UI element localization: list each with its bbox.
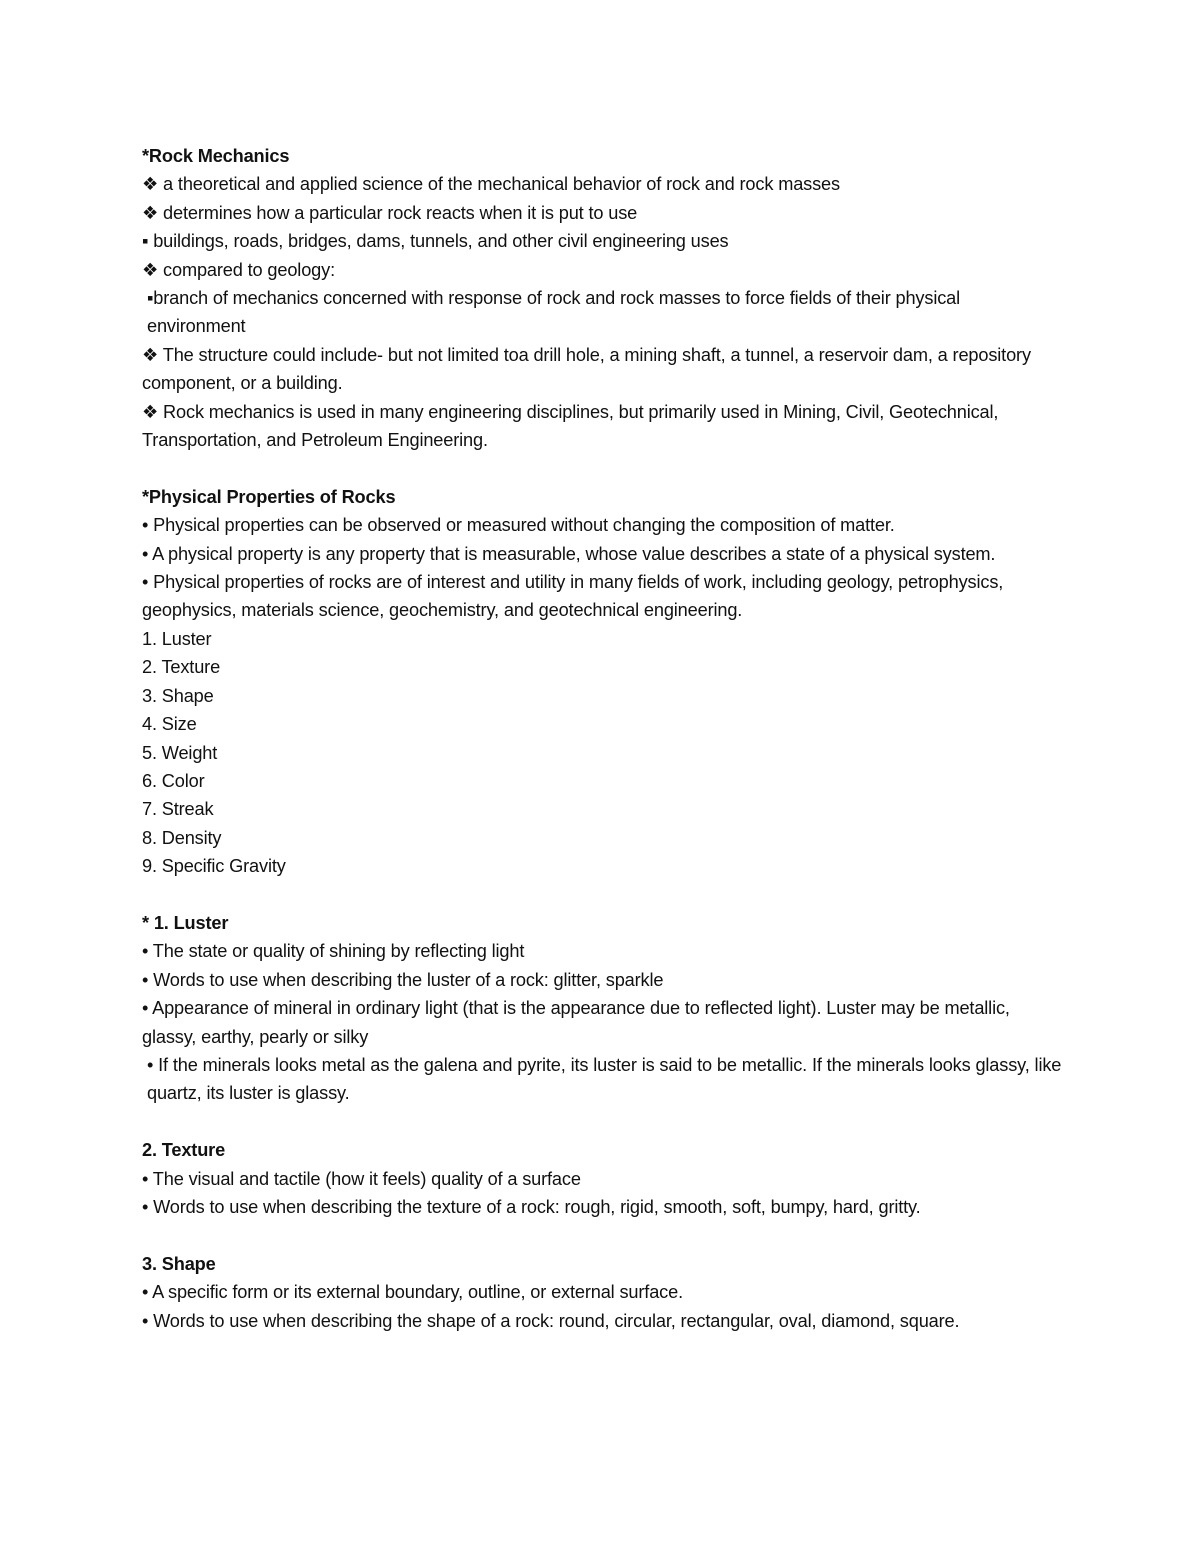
spacer xyxy=(142,881,1062,909)
bullet-item: • Words to use when describing the texture of a rock: rough, rigid, smooth, soft, bumpy, hard, gritty. xyxy=(142,1196,921,1217)
bullet-item: • Words to use when describing the luster of a rock: glitter, sparkle xyxy=(142,969,664,990)
bullet-item: ❖ compared to geology: xyxy=(142,259,335,280)
section-rock-mechanics xyxy=(142,142,1062,454)
bullet-item: ▪ buildings, roads, bridges, dams, tunnels, and other civil engineering uses xyxy=(142,231,729,252)
section-heading: *Rock Mechanics xyxy=(142,146,290,166)
numbered-item: 9. Specific Gravity xyxy=(142,856,286,877)
numbered-item: 3. Shape xyxy=(142,685,214,706)
bullet-item: • Appearance of mineral in ordinary light (that is the appearance due to reflected light). Luster may be metallic, glassy, earthy, pearly or silky xyxy=(142,998,1010,1047)
section-heading: 3. Shape xyxy=(142,1253,216,1274)
section-heading: 2. Texture xyxy=(142,1140,226,1161)
document-page xyxy=(142,142,1062,1335)
bullet-item: • A specific form or its external boundary, outline, or external surface. xyxy=(142,1282,683,1303)
bullet-item: • Physical properties of rocks are of interest and utility in many fields of work, including geology, petrophysics, geophysics, materials science, geochemistry, and geotechnical engineering. xyxy=(142,572,1004,621)
bullet-item: • The visual and tactile (how it feels) quality of a surface xyxy=(142,1168,581,1189)
bullet-item: ❖ determines how a particular rock reacts when it is put to use xyxy=(142,202,638,223)
bullet-item: ❖ The structure could include- but not limited toa drill hole, a mining shaft, a tunnel, a reservoir dam, a repository component, or a building. xyxy=(142,344,1031,394)
section-luster xyxy=(142,909,1062,1108)
bullet-item: ▪branch of mechanics concerned with response of rock and rock masses to force fields of their physical environment xyxy=(147,288,961,337)
bullet-item: ❖ a theoretical and applied science of the mechanical behavior of rock and rock masses xyxy=(142,174,840,195)
numbered-item: 5. Weight xyxy=(142,742,218,763)
bullet-item: • The state or quality of shining by reflecting light xyxy=(142,941,525,962)
numbered-item: 7. Streak xyxy=(142,799,214,820)
spacer xyxy=(142,1221,1062,1249)
numbered-item: 1. Luster xyxy=(142,628,212,649)
bullet-item: • Words to use when describing the shape of a rock: round, circular, rectangular, oval, diamond, square. xyxy=(142,1310,960,1331)
bullet-item: • Physical properties can be observed or measured without changing the composition of matter. xyxy=(142,515,895,536)
numbered-item: 8. Density xyxy=(142,827,222,848)
numbered-item: 4. Size xyxy=(142,714,197,735)
section-heading: *Physical Properties of Rocks xyxy=(142,486,396,507)
section-texture xyxy=(142,1136,1062,1221)
section-shape xyxy=(142,1250,1062,1335)
numbered-item: 6. Color xyxy=(142,770,205,791)
section-physical-properties xyxy=(142,483,1062,881)
spacer xyxy=(142,1108,1062,1136)
bullet-item: • A physical property is any property that is measurable, whose value describes a state of a physical system. xyxy=(142,543,996,564)
bullet-item: • If the minerals looks metal as the galena and pyrite, its luster is said to be metallic. If the minerals looks glassy, like quartz, its luster is glassy. xyxy=(147,1054,1062,1104)
numbered-item: 2. Texture xyxy=(142,657,221,678)
spacer xyxy=(142,454,1062,482)
section-heading: * 1. Luster xyxy=(142,912,229,933)
bullet-item: ❖ Rock mechanics is used in many engineering disciplines, but primarily used in Mining, Civil, Geotechnical, Transportation, and Petroleum Engineering. xyxy=(142,401,999,451)
